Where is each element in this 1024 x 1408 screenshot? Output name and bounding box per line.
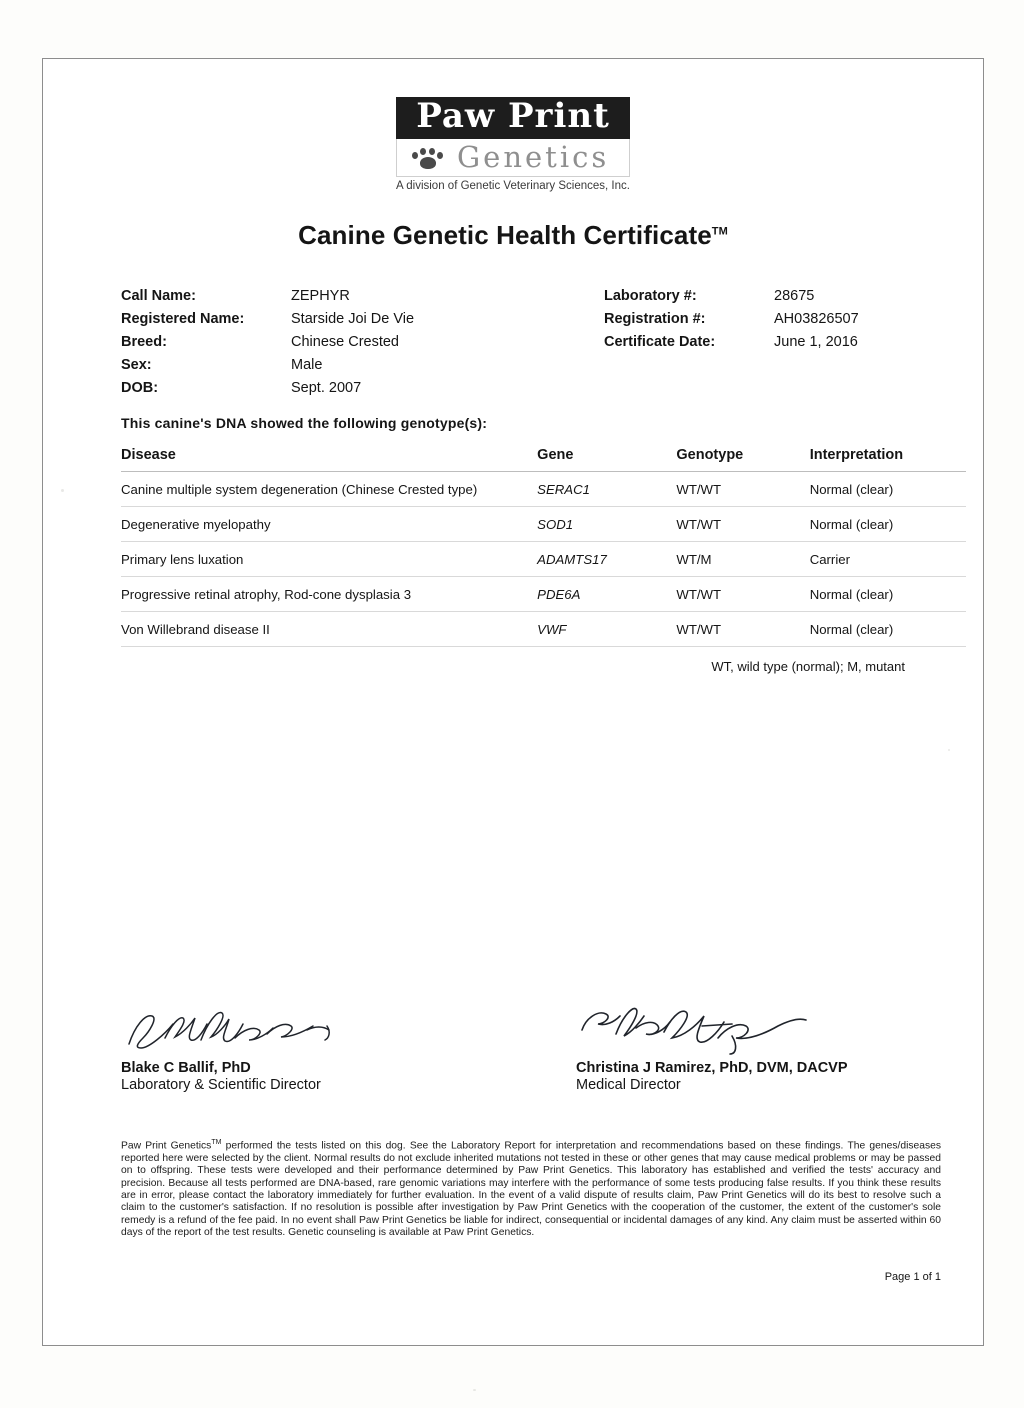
- handwritten-signature-icon: [576, 1004, 811, 1058]
- disclaimer-trademark: TM: [211, 1139, 222, 1146]
- cell-disease: Primary lens luxation: [121, 541, 537, 576]
- info-label: Laboratory #:: [604, 287, 697, 304]
- certificate-page: [42, 58, 984, 1346]
- brand-name-top: Paw Print: [396, 97, 630, 139]
- handwritten-signature-icon: [121, 1004, 346, 1058]
- column-header-interpretation: Interpretation: [804, 447, 966, 472]
- cell-gene: SOD1: [537, 506, 676, 541]
- brand-logo: [79, 97, 947, 194]
- cell-genotype: WT/WT: [676, 506, 803, 541]
- subject-info-left-column: [121, 285, 414, 400]
- cell-disease: Degenerative myelopathy: [121, 506, 537, 541]
- cell-interpretation: Carrier: [804, 541, 966, 576]
- info-value: Sept. 2007: [291, 379, 362, 396]
- signature-block-lab-director: [121, 1004, 346, 1093]
- cell-genotype: WT/M: [676, 541, 803, 576]
- signature-block-medical-director: [576, 1004, 848, 1093]
- cell-genotype: WT/WT: [676, 576, 803, 611]
- genotype-intro: This canine's DNA showed the following genotype(s):: [121, 414, 488, 431]
- trademark-mark: TM: [711, 225, 728, 238]
- subject-info: [79, 285, 947, 397]
- cell-gene: VWF: [537, 611, 676, 646]
- disclaimer-text: [121, 1137, 941, 1240]
- disclaimer-body: performed the tests listed on this dog. See the Laboratory Report for interpretation and recommendations based on these findings. The genes/diseases reported here were selected by the client. Normal results do not exclude inherited mutations not tested in these or other genes that may cause medical problems or may be passed on to offspring. These tests were developed and their performance determined by Paw Print Genetics. This laboratory has established and verified the tests' accuracy and precision. Because all tests performed are DNA-based, rare genomic variations may interfere with the performance of some tests producing false results. If you think these results are in error, please contact the laboratory immediately for further evaluation. In the event of a valid dispute of results claim, Paw Print Genetics will do its best to resolve such a claim to the customer's satisfaction. If no resolution is possible after investigation by Paw Print Genetics with the cooperation of the customer, the extent of the customer's sole remedy is a refund of the fee paid. In no event shall Paw Print Genetics be liable for indirect, consequential or incidental damages of any kind. Any claim must be asserted within 60 days of the report of the test results. Genetic counseling is available at Paw Print Genetics.: [121, 1140, 941, 1239]
- info-label: Breed:: [121, 333, 167, 350]
- scan-speck: [948, 749, 950, 751]
- cell-interpretation: Normal (clear): [804, 506, 966, 541]
- cell-gene: ADAMTS17: [537, 541, 676, 576]
- page-number: Page 1 of 1: [884, 1271, 941, 1283]
- cell-disease: Progressive retinal atrophy, Rod-cone dysplasia 3: [121, 576, 537, 611]
- info-value: Male: [291, 356, 323, 373]
- info-value: June 1, 2016: [774, 333, 858, 350]
- cell-disease: Von Willebrand disease II: [121, 611, 537, 646]
- info-value: Chinese Crested: [291, 333, 399, 350]
- table-row: [121, 541, 966, 576]
- division-line: A division of Genetic Veterinary Sciences, Inc.: [396, 179, 630, 192]
- signature-name: Blake C Ballif, PhD: [121, 1060, 251, 1076]
- info-row: [121, 331, 414, 354]
- cell-interpretation: Normal (clear): [804, 471, 966, 506]
- info-label: Registered Name:: [121, 310, 245, 327]
- cell-disease: Canine multiple system degeneration (Chinese Crested type): [121, 471, 537, 506]
- brand-name-bottom: Genetics: [457, 139, 610, 174]
- info-value: Starside Joi De Vie: [291, 310, 415, 327]
- scan-speck: [473, 1389, 476, 1391]
- signature-role: Medical Director: [576, 1077, 681, 1093]
- cell-gene: PDE6A: [537, 576, 676, 611]
- signature-role: Laboratory & Scientific Director: [121, 1077, 321, 1093]
- column-header-genotype: Genotype: [676, 447, 803, 472]
- info-label: DOB:: [121, 379, 159, 396]
- info-value: AH03826507: [774, 310, 859, 327]
- info-label: Call Name:: [121, 287, 196, 304]
- page-title-text: Canine Genetic Health Certificate: [298, 219, 712, 250]
- info-label: Sex:: [121, 356, 152, 373]
- table-row: [121, 611, 966, 646]
- brand-name-bottom-row: [396, 139, 630, 177]
- cell-interpretation: Normal (clear): [804, 611, 966, 646]
- signature-area: [79, 1004, 947, 1134]
- scan-speck: [61, 489, 64, 492]
- info-value: ZEPHYR: [291, 287, 350, 304]
- page-title: [79, 220, 947, 251]
- info-row: [121, 377, 414, 400]
- subject-info-right-column: [604, 285, 859, 354]
- info-row: [604, 285, 859, 308]
- table-row: [121, 576, 966, 611]
- paw-print-icon: [411, 148, 445, 170]
- info-label: Certificate Date:: [604, 333, 716, 350]
- column-header-gene: Gene: [537, 447, 676, 472]
- signature-name: Christina J Ramirez, PhD, DVM, DACVP: [576, 1060, 848, 1076]
- disclaimer-brand: Paw Print Genetics: [121, 1140, 212, 1152]
- column-header-disease: Disease: [121, 447, 537, 472]
- table-row: [121, 506, 966, 541]
- cell-gene: SERAC1: [537, 471, 676, 506]
- cell-genotype: WT/WT: [676, 611, 803, 646]
- genotype-legend: WT, wild type (normal); M, mutant: [711, 658, 905, 674]
- info-row: [121, 308, 414, 331]
- info-value: 28675: [774, 287, 815, 304]
- genotype-table: [121, 447, 966, 647]
- cell-genotype: WT/WT: [676, 471, 803, 506]
- info-label: Registration #:: [604, 310, 706, 327]
- info-row: [604, 331, 859, 354]
- info-row: [121, 354, 414, 377]
- info-row: [604, 308, 859, 331]
- info-row: [121, 285, 414, 308]
- cell-interpretation: Normal (clear): [804, 576, 966, 611]
- table-row: [121, 471, 966, 506]
- table-header-row: [121, 447, 966, 472]
